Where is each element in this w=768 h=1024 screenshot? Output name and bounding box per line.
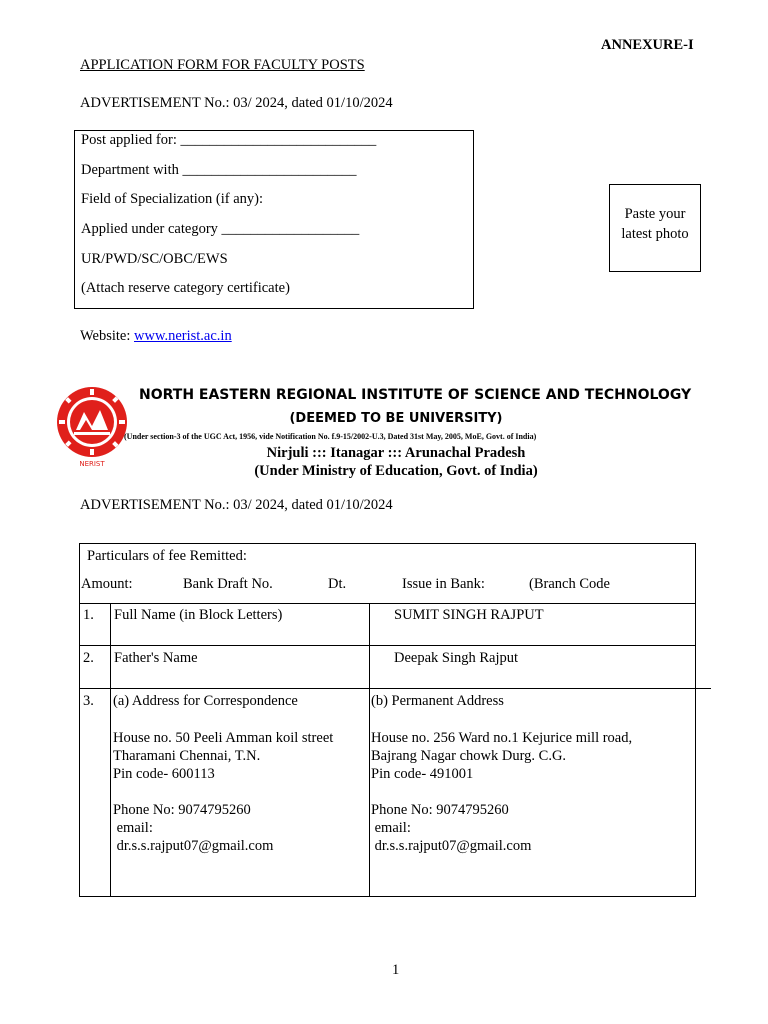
fee-issue-bank-label: Issue in Bank: — [402, 576, 485, 592]
correspondence-address-label: (a) Address for Correspondence — [113, 693, 298, 709]
corr-line-3: Pin code- 600113 — [113, 766, 215, 782]
specialization-field: Field of Specialization (if any): — [81, 191, 264, 207]
corr-line-2: Tharamani Chennai, T.N. — [113, 748, 261, 764]
photo-box — [609, 184, 701, 272]
corr-line-1: House no. 50 Peeli Amman koil street — [113, 730, 334, 746]
advertisement-number-2: ADVERTISEMENT No.: 03/ 2024, dated 01/10/2024 — [80, 497, 393, 513]
attach-certificate-note: (Attach reserve category certificate) — [81, 280, 290, 296]
institute-location: Nirjuli ::: Itanagar ::: Arunachal Pradesh — [266, 445, 526, 461]
perm-line-2: Bajrang Nagar chowk Durg. C.G. — [371, 748, 567, 764]
ministry-line: (Under Ministry of Education, Govt. of India) — [254, 463, 538, 479]
category-field: Applied under category ___________________ — [81, 221, 360, 237]
fee-date-label: Dt. — [328, 576, 347, 592]
post-details-box — [74, 130, 474, 309]
page-number: 1 — [392, 962, 400, 978]
website-line — [80, 328, 232, 345]
permanent-address-label: (b) Permanent Address — [371, 693, 504, 709]
post-applied-field: Post applied for: ___________________________ — [81, 132, 377, 148]
form-title: APPLICATION FORM FOR FACULTY POSTS — [80, 57, 365, 73]
photo-instruction-line1: Paste your — [624, 206, 686, 222]
perm-email: dr.s.s.rajput07@gmail.com — [371, 838, 532, 854]
full-name-value: SUMIT SINGH RAJPUT — [394, 607, 544, 623]
annexure-label: ANNEXURE-I — [601, 37, 694, 53]
corr-email: dr.s.s.rajput07@gmail.com — [113, 838, 274, 854]
father-name-value: Deepak Singh Rajput — [394, 650, 519, 666]
father-name-label: Father's Name — [114, 650, 198, 666]
corr-email-label: email: — [113, 820, 153, 836]
photo-instruction-line2: latest photo — [621, 226, 689, 242]
full-name-label: Full Name (in Block Letters) — [114, 607, 283, 623]
row-3-number: 3. — [83, 693, 94, 709]
category-options: UR/PWD/SC/OBC/EWS — [81, 251, 228, 267]
perm-line-1: House no. 256 Ward no.1 Kejurice mill road, — [371, 730, 633, 746]
fee-branch-code-label: (Branch Code — [529, 576, 610, 592]
fee-title: Particulars of fee Remitted: — [87, 548, 247, 564]
logo-text: NERIST — [79, 460, 105, 468]
perm-phone: Phone No: 9074795260 — [371, 802, 509, 818]
fee-amount-label: Amount: — [81, 576, 133, 592]
website-link[interactable]: www.nerist.ac.in — [134, 328, 232, 344]
institute-name: NORTH EASTERN REGIONAL INSTITUTE OF SCIENCE AND TECHNOLOGY — [139, 387, 692, 403]
corr-phone: Phone No: 9074795260 — [113, 802, 251, 818]
permanent-address — [371, 729, 632, 855]
perm-line-3: Pin code- 491001 — [371, 766, 474, 782]
deemed-university: (DEEMED TO BE UNIVERSITY) — [289, 411, 503, 426]
fee-particulars-box — [79, 543, 696, 604]
correspondence-address — [113, 729, 333, 855]
row-2-number: 2. — [83, 650, 94, 666]
row-1-number: 1. — [83, 607, 94, 623]
ugc-section-note: (Under section-3 of the UGC Act, 1956, vide Notification No. f.9-15/2002-U.3, Dated 31st May, 2005, MoE, Govt. of India) — [124, 432, 537, 441]
perm-email-label: email: — [371, 820, 411, 836]
department-field: Department with ________________________ — [81, 162, 357, 178]
fee-bank-draft-label: Bank Draft No. — [183, 576, 273, 592]
advertisement-number: ADVERTISEMENT No.: 03/ 2024, dated 01/10/2024 — [80, 95, 393, 111]
website-label: Website: — [80, 328, 131, 344]
